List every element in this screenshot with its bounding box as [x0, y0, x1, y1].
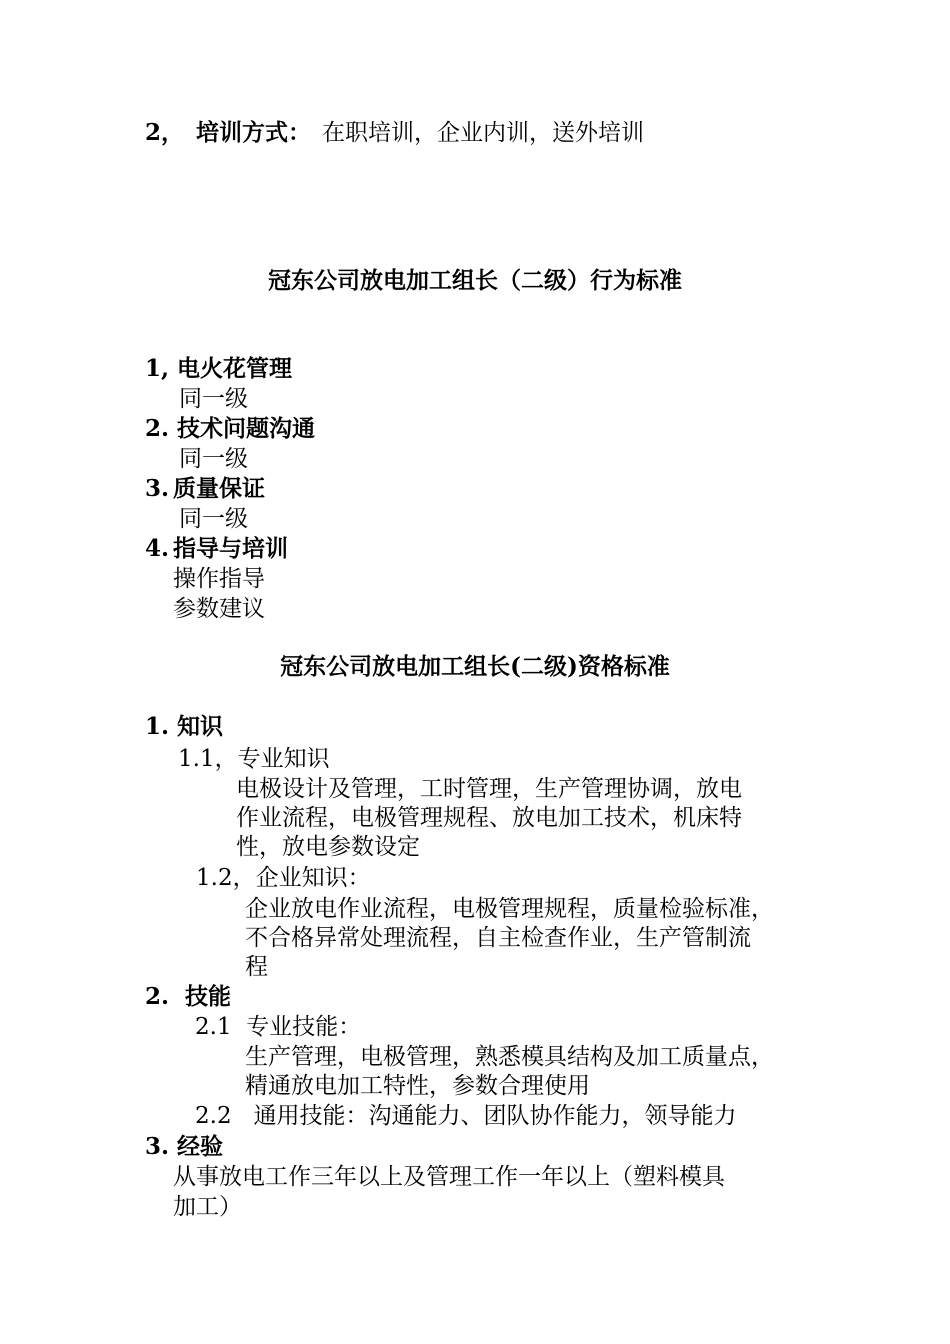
behavior-item-number: 3. [145, 475, 170, 502]
behavior-item-title: 技术问题沟通 [177, 415, 315, 442]
qualification-sub-label: 2.2 通用技能：沟通能力、团队协作能力，领导能力 [195, 1103, 737, 1129]
behavior-item-number: 2. [145, 415, 170, 442]
qualification-sub-label: 1.1，专业知识 [178, 746, 330, 772]
training-value: 在职培训，企业内训，送外培训 [322, 120, 644, 146]
behavior-item-title: 电火花管理 [177, 355, 292, 382]
training-number: 2， [145, 119, 185, 146]
qualification-sub-text: 不合格异常处理流程，自主检查作业，生产管制流 [245, 925, 751, 951]
qualification-sub-text: 程 [245, 954, 268, 980]
behavior-item-desc: 同一级 [179, 506, 248, 532]
behavior-standard-title: 冠东公司放电加工组长（二级）行为标准 [268, 267, 682, 294]
qualification-sub-label: 1.2，企业知识： [196, 865, 371, 891]
qualification-sub-label: 2.1 专业技能： [195, 1014, 362, 1040]
behavior-item-desc: 同一级 [179, 446, 248, 472]
qualification-experience-text: 从事放电工作三年以上及管理工作一年以上（塑料模具 [173, 1164, 725, 1190]
qualification-section-heading: 3. 经验 [145, 1133, 224, 1160]
qualification-sub-text: 电极设计及管理，工时管理，生产管理协调，放电 [236, 776, 742, 802]
behavior-item-title: 质量保证 [173, 475, 265, 502]
behavior-item-desc: 同一级 [179, 386, 248, 412]
behavior-item-number: 1, [145, 355, 170, 382]
qualification-sub-text: 作业流程，电极管理规程、放电加工技术，机床特 [236, 805, 742, 831]
qualification-sub-text: 生产管理，电极管理，熟悉模具结构及加工质量点， [245, 1044, 774, 1070]
qualification-section-heading: 2. 技能 [145, 983, 232, 1010]
qualification-sub-text: 性，放电参数设定 [236, 834, 420, 860]
behavior-item-desc: 参数建议 [173, 596, 265, 622]
behavior-item-title: 指导与培训 [173, 535, 288, 562]
qualification-sub-text: 企业放电作业流程，电极管理规程，质量检验标准， [245, 896, 774, 922]
qualification-experience-text: 加工） [173, 1194, 242, 1220]
qualification-section-heading: 1. 知识 [145, 713, 224, 740]
qualification-sub-text: 精通放电加工特性，参数合理使用 [245, 1073, 590, 1099]
training-label: 培训方式： [196, 119, 311, 146]
behavior-item-desc: 操作指导 [173, 566, 265, 592]
behavior-item-number: 4. [145, 535, 170, 562]
qualification-standard-title: 冠东公司放电加工组长(二级)资格标准 [280, 653, 670, 680]
